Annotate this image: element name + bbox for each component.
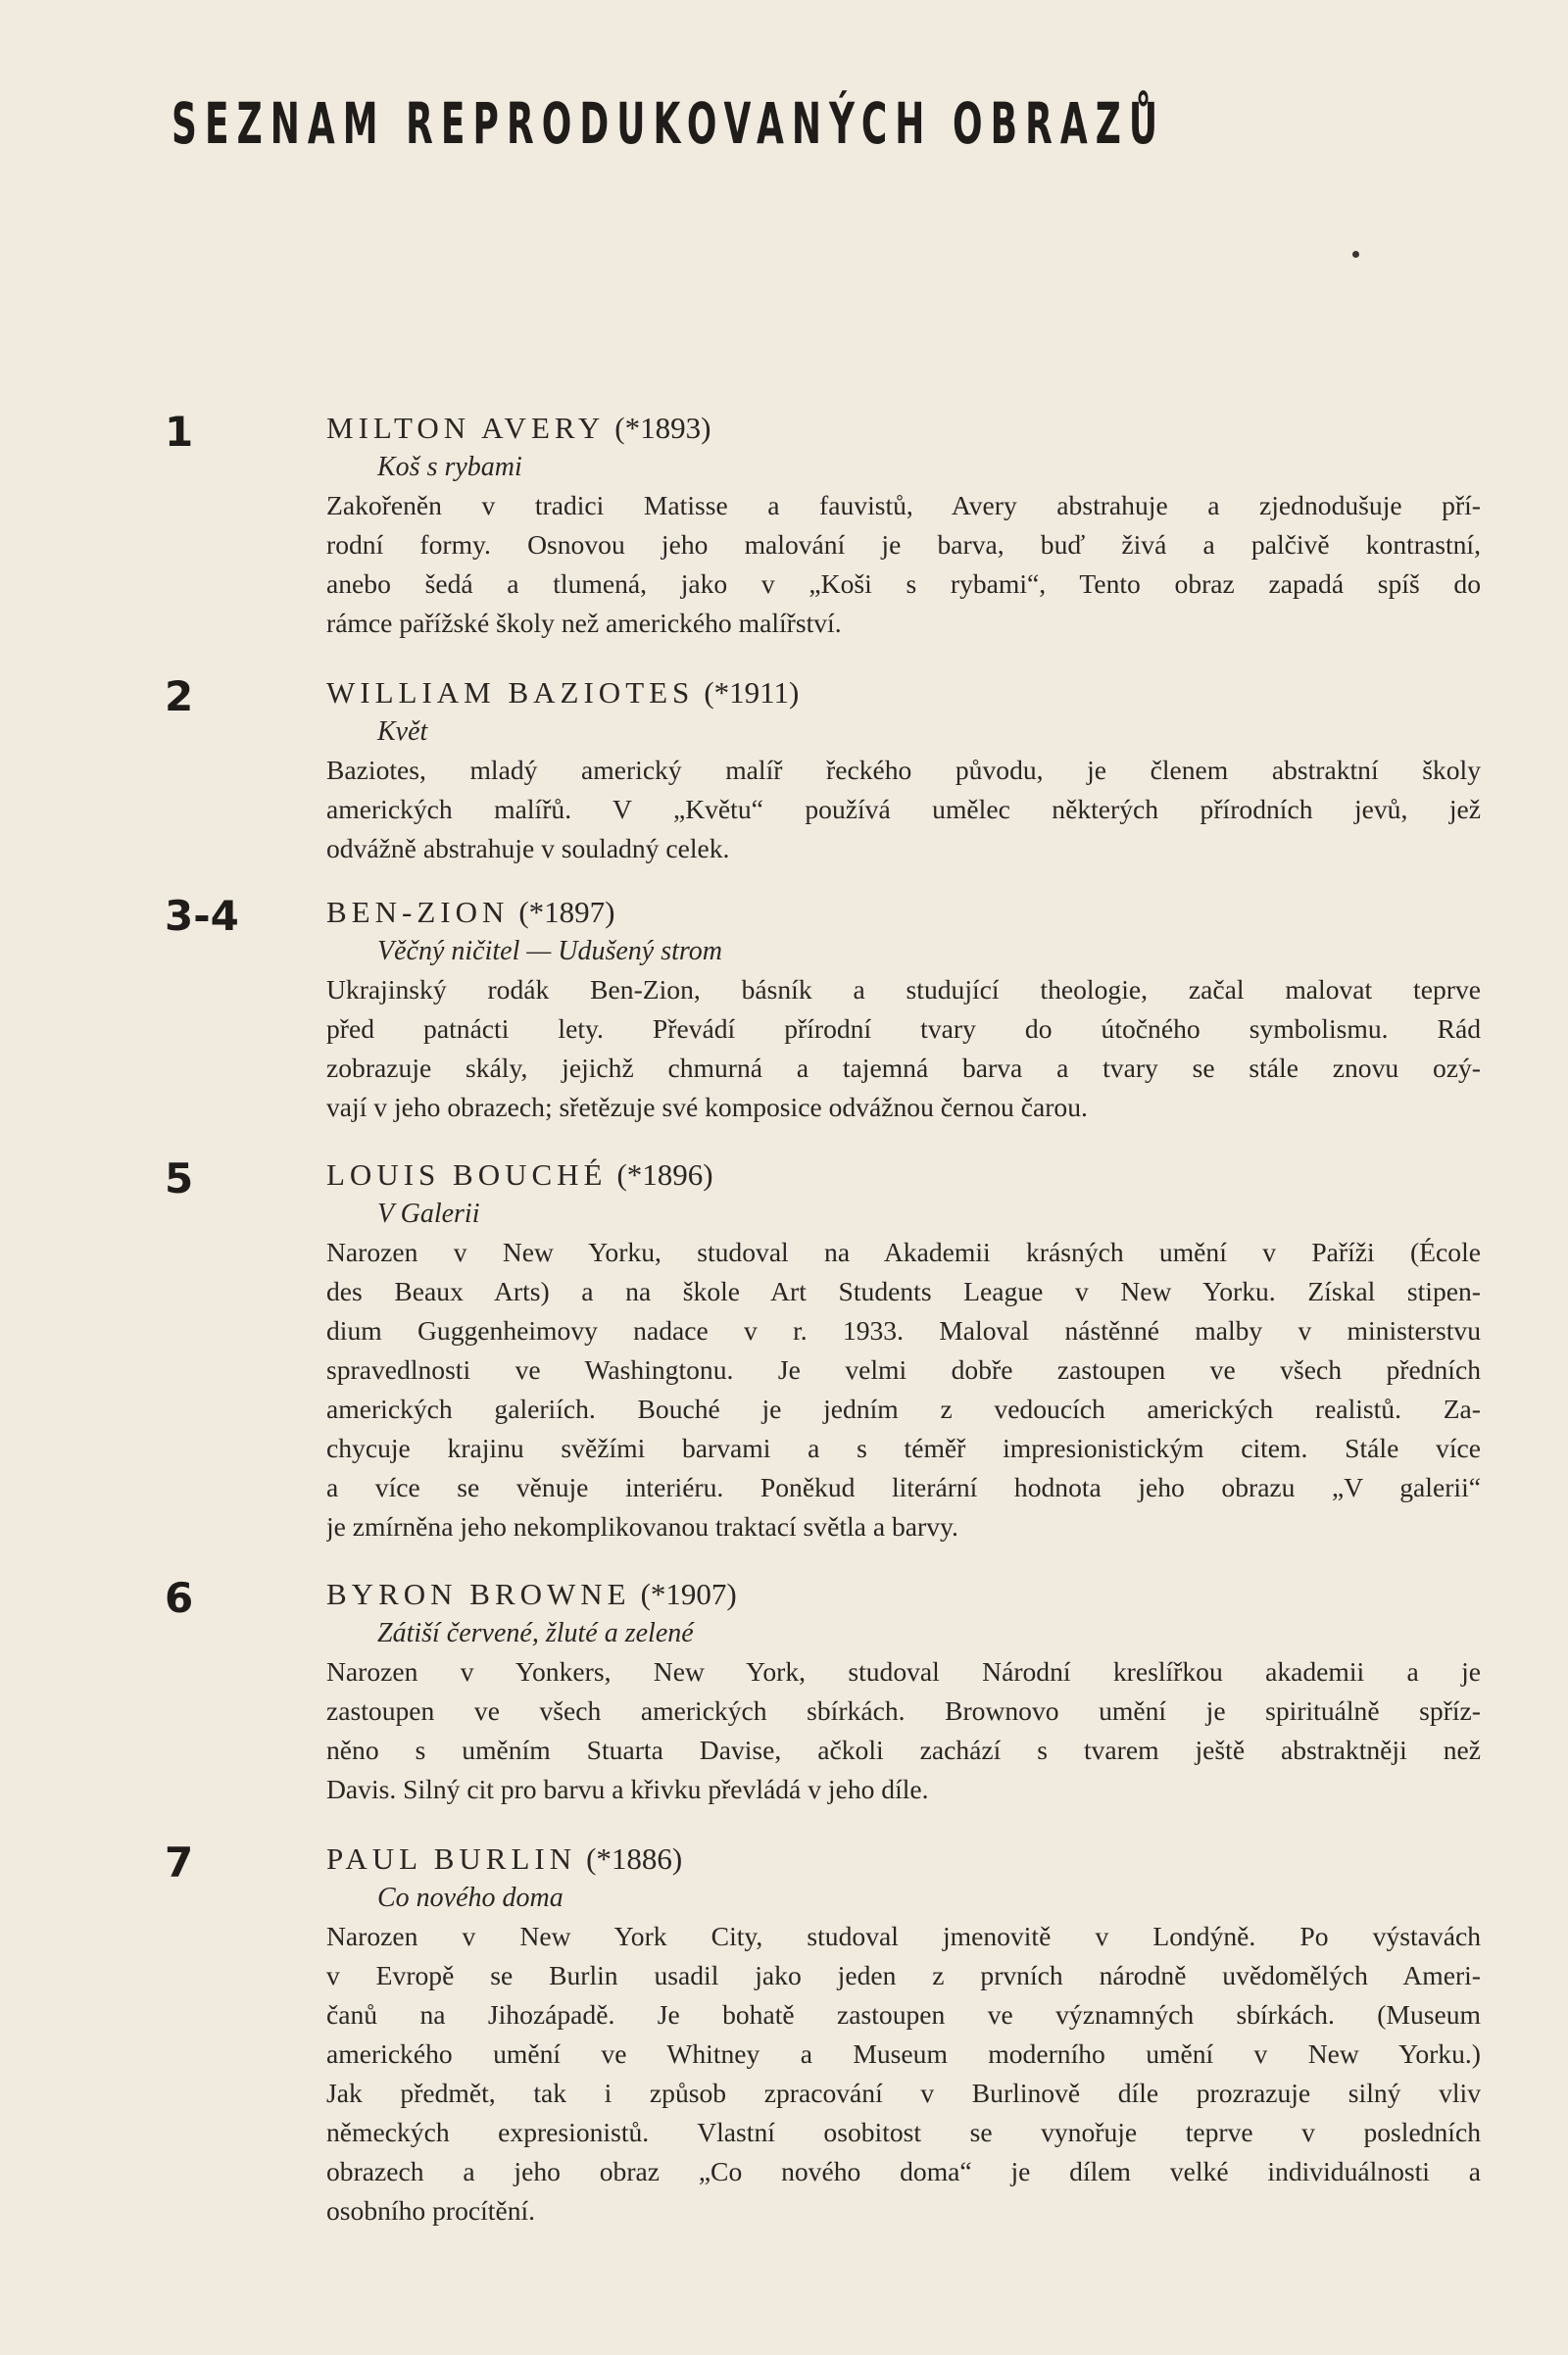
- artist-birth-year: (*1886): [586, 1841, 683, 1876]
- description-line: chycuje krajinu svěžími barvami a s téměř impresionistickým citem. Stále více: [326, 1433, 1481, 1463]
- description-line: v Evropě se Burlin usadil jako jeden z prvních národně uvědomělých Ameri-: [326, 1960, 1481, 1990]
- artist-heading: [326, 894, 1481, 933]
- description-line: Narozen v New York City, studoval jmenovitě v Londýně. Po výstavách: [326, 1921, 1481, 1951]
- description-line: něno s uměním Stuarta Davise, ačkoli zachází s tvarem ještě abstraktněji než: [326, 1735, 1481, 1765]
- description-line: zobrazuje skály, jejichž chmurná a tajemná barva a tvary se stále znovu ozý-: [326, 1053, 1481, 1083]
- artist-birth-year: (*1896): [616, 1157, 713, 1192]
- entry-body: [326, 410, 1481, 643]
- description-line: amerického umění ve Whitney a Museum moderního umění v New Yorku.): [326, 2038, 1481, 2069]
- entry-body: [326, 1156, 1481, 1546]
- entry-number: 1: [165, 408, 194, 456]
- work-title: Věčný ničitel — Udušený strom: [377, 936, 722, 966]
- artist-heading: [326, 1156, 1481, 1196]
- print-speck: [1352, 251, 1359, 258]
- description-line: Narozen v Yonkers, New York, studoval Národní kreslířkou akademii a je: [326, 1656, 1481, 1687]
- description-line: Narozen v New Yorku, studoval na Akademii krásných umění v Paříži (École: [326, 1237, 1481, 1267]
- artist-heading: [326, 1840, 1481, 1880]
- work-title: Zátiší červené, žluté a zelené: [377, 1618, 694, 1648]
- work-title: V Galerii: [377, 1199, 480, 1229]
- artist-name: WILLIAM BAZIOTES: [326, 675, 695, 710]
- description-line: odvážně abstrahuje v souladný celek.: [326, 833, 730, 863]
- description-line: rodní formy. Osnovou jeho malování je barva, buď živá a palčivě kontrastní,: [326, 529, 1481, 560]
- artist-name: MILTON AVERY: [326, 411, 606, 445]
- description-line: spravedlnosti ve Washingtonu. Je velmi dobře zastoupen ve všech předních: [326, 1354, 1481, 1385]
- description-line: dium Guggenheimovy nadace v r. 1933. Maloval nástěnné malby v ministerstvu: [326, 1315, 1481, 1346]
- description-line: je zmírněna jeho nekomplikovanou traktací světla a barvy.: [326, 1511, 958, 1542]
- entry-number: 3-4: [165, 892, 239, 940]
- entry-number: 5: [165, 1154, 194, 1202]
- description-line: Baziotes, mladý americký malíř řeckého původu, je členem abstraktní školy: [326, 755, 1481, 785]
- entry-number: 7: [165, 1839, 194, 1887]
- artist-name: BEN-ZION: [326, 895, 510, 929]
- artist-birth-year: (*1897): [518, 895, 615, 929]
- description-line: amerických malířů. V „Květu“ používá umělec některých přírodních jevů, jež: [326, 794, 1481, 824]
- description-line: Ukrajinský rodák Ben-Zion, básník a studující theologie, začal malovat teprve: [326, 974, 1481, 1005]
- description-line: osobního procítění.: [326, 2195, 536, 2226]
- description-line: před patnácti lety. Převádí přírodní tvary do útočného symbolismu. Rád: [326, 1013, 1481, 1044]
- description-line: des Beaux Arts) a na škole Art Students League v New Yorku. Získal stipen-: [326, 1276, 1481, 1306]
- description-line: německých expresionistů. Vlastní osobitost se vynořuje teprve v posledních: [326, 2117, 1481, 2147]
- entry-body: [326, 1576, 1481, 1809]
- artist-name: PAUL BURLIN: [326, 1841, 577, 1876]
- description-line: obrazech a jeho obraz „Co nového doma“ je dílem velké individuálnosti a: [326, 2156, 1481, 2186]
- description-line: Jak předmět, tak i způsob zpracování v Burlinově díle prozrazuje silný vliv: [326, 2078, 1481, 2108]
- description-line: zastoupen ve všech amerických sbírkách. Brownovo umění je spirituálně spříz-: [326, 1695, 1481, 1726]
- work-title: Koš s rybami: [377, 452, 522, 482]
- description-line: amerických galeriích. Bouché je jedním z vedoucích amerických realistů. Za-: [326, 1394, 1481, 1424]
- artist-birth-year: (*1911): [704, 675, 800, 710]
- work-title: Květ: [377, 716, 428, 747]
- description-line: a více se věnuje interiéru. Poněkud literární hodnota jeho obrazu „V galerii“: [326, 1472, 1481, 1502]
- artist-name: BYRON BROWNE: [326, 1577, 631, 1611]
- description-line: vají v jeho obrazech; sřetězuje své komposice odvážnou černou čarou.: [326, 1092, 1088, 1122]
- entry-body: [326, 894, 1481, 1127]
- work-title: Co nového doma: [377, 1883, 564, 1913]
- entry-number: 6: [165, 1574, 194, 1622]
- description-line: Zakořeněn v tradici Matisse a fauvistů, Avery abstrahuje a zjednodušuje pří-: [326, 490, 1481, 520]
- artist-heading: [326, 1576, 1481, 1615]
- artist-birth-year: (*1893): [614, 411, 711, 445]
- description-line: anebo šedá a tlumená, jako v „Koši s rybami“, Tento obraz zapadá spíš do: [326, 568, 1481, 599]
- entry-body: [326, 674, 1481, 868]
- artist-name: LOUIS BOUCHÉ: [326, 1157, 608, 1192]
- description-line: rámce pařížské školy než amerického malířství.: [326, 608, 842, 638]
- entry-number: 2: [165, 672, 194, 720]
- artist-heading: [326, 410, 1481, 449]
- page-title: SEZNAM REPRODUKOVANÝCH OBRAZŮ: [172, 90, 1166, 157]
- artist-heading: [326, 674, 1481, 713]
- description-line: Davis. Silný cit pro barvu a křivku převládá v jeho díle.: [326, 1774, 929, 1804]
- entry-body: [326, 1840, 1481, 2231]
- artist-birth-year: (*1907): [640, 1577, 737, 1611]
- description-line: čanů na Jihozápadě. Je bohatě zastoupen ve významných sbírkách. (Museum: [326, 1999, 1481, 2030]
